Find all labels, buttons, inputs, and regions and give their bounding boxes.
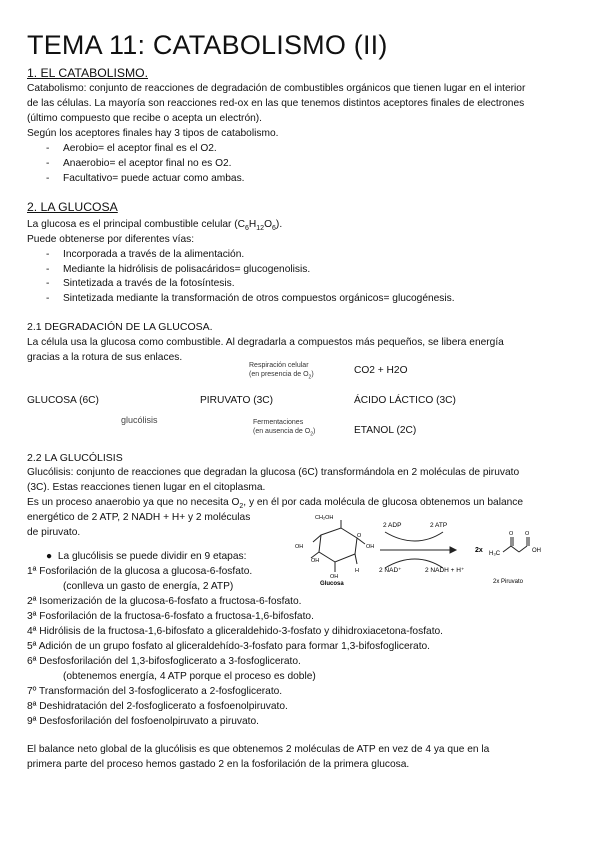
list-item: - Sintetizada a través de la fotosíntesis.: [46, 278, 235, 289]
piruvato-label: PIRUVATO (3C): [200, 395, 274, 406]
glucosa-label: GLUCOSA (6C): [27, 395, 99, 406]
glycolysis-figure: [285, 510, 555, 590]
s1-line-2: de las células. La mayoría son reacciones red-ox en las que tenemos distintos aceptores finales de electrones: [27, 98, 525, 109]
oh-label: OH: [366, 544, 375, 550]
step-1-note: (conlleva un gasto de energía, 2 ATP): [63, 581, 234, 592]
section-2-2-heading: 2.2 LA GLUCÓLISIS: [27, 452, 123, 464]
co2-h2o: CO2 + H2O: [354, 365, 408, 376]
reaction-arrows: [380, 532, 456, 568]
s2-line-1: La glucosa es el principal combustible celular $(C_6H_{12}O_6)$.: [27, 219, 283, 233]
glucolisis-label: glucólisis: [121, 415, 158, 425]
s21-line-2: gracias a la rotura de sus enlaces.: [27, 352, 183, 363]
page-title: TEMA 11: CATABOLISMO (II): [27, 30, 388, 60]
oh-label: OH: [311, 558, 320, 564]
h3c-label: H₃C: [489, 551, 501, 557]
step-7: 7º Transformación del 3-fosfoglicerato a 2-fosfoglicerato.: [27, 686, 283, 697]
ring-oxygen: O: [357, 533, 362, 539]
list-item: - Mediante la hidrólisis de polisacáridos= glucogenolisis.: [46, 264, 311, 275]
ketone-oxygen: O: [509, 531, 514, 537]
s1-line-1: Catabolismo: conjunto de reacciones de degradación de combustibles orgánicos que tienen lugar en el interior: [27, 83, 526, 94]
list-item: - Incorporada a través de la alimentación.: [46, 249, 245, 260]
s21-line-1: La célula usa la glucosa como combustible. Al degradarla a compuestos más pequeños, se libera energía: [27, 337, 504, 348]
final-line-1: El balance neto global de la glucólisis es que obtenemos 2 moléculas de ATP en vez de 4 ya que en la: [27, 744, 490, 755]
respiration-condition: (en presencia de $O_2$): [249, 371, 314, 381]
step-2: 2ª Isomerización de la glucosa-6-fosfato a fructosa-6-fosfato.: [27, 596, 302, 607]
final-line-2: primera parte del proceso hemos gastado 2 en la fosforilación de la primera glucosa.: [27, 759, 410, 770]
step-1: 1ª Fosforilación de la glucosa a glucosa-6-fosfato.: [27, 566, 253, 577]
adp-label: 2 ADP: [383, 522, 402, 529]
s22-line-4: energético de 2 ATP, 2 NADH + H+ y 2 moléculas: [27, 512, 251, 523]
list-item: - Aerobio= el aceptor final es el O2.: [46, 143, 217, 154]
step-3: 3ª Fosforilación de la fructosa-6-fosfato a fructosa-1,6-bifosfato.: [27, 611, 314, 622]
etanol-label: ETANOL (2C): [354, 425, 417, 436]
s22-line-5: de piruvato.: [27, 527, 81, 538]
fermentation-label: Fermentaciones: [253, 419, 304, 426]
section-2-1-heading: 2.1 DEGRADACIÓN DE LA GLUCOSA.: [27, 321, 213, 333]
pyruvate-structure: [503, 537, 529, 552]
step-5: 5ª Adición de un grupo fosfato al gliceraldehído-3-fosfato para formar 1,3-bifosfoglicerato.: [27, 641, 431, 652]
lactico-label: ÁCIDO LÁCTICO (3C): [354, 395, 456, 406]
s1-line-3: (último compuesto que recibe o acepta un electrón).: [27, 113, 263, 124]
ch2oh-label: CH₂OH: [315, 515, 334, 521]
step-6-note: (obtenemos energía, 4 ATP porque el proceso es doble): [63, 671, 316, 682]
pyruvate-caption: 2x Piruvato: [493, 579, 524, 585]
list-item: ● La glucólisis se puede dividir en 9 etapas:: [46, 551, 247, 562]
nadh-label: 2 NADH + H⁺: [425, 567, 465, 574]
h-label: H: [355, 568, 359, 574]
s1-line-4: Según los aceptores finales hay 3 tipos de catabolismo.: [27, 128, 279, 139]
step-8: 8ª Deshidratación del 2-fosfoglicerato a fosfoenolpiruvato.: [27, 701, 288, 712]
step-4: 4ª Hidrólisis de la fructosa-1,6-bifosfato a gliceraldehido-3-fosfato y dihidroxiacetona-fosfato.: [27, 626, 444, 637]
section-1-heading: 1. EL CATABOLISMO.: [27, 66, 149, 80]
list-item: - Facultativo= puede actuar como ambas.: [46, 173, 245, 184]
step-9: 9ª Desfosforilación del fosfoenolpiruvato a piruvato.: [27, 716, 259, 727]
s22-line-2: (3C). Estas reacciones tienen lugar en el citoplasma.: [27, 482, 266, 493]
carboxyl-oh: OH: [532, 548, 541, 554]
s22-line-1: Glucólisis: conjunto de reacciones que degradan la glucosa (6C) transformándola en 2 moléculas de piruvato: [27, 467, 520, 478]
nad-label: 2 NAD⁺: [379, 567, 402, 574]
s22-line-3: Es un proceso anaerobio ya que no necesita $O_2$, y en él por cada molécula de glucosa obtenemos un balance: [27, 497, 524, 511]
list-item: - Anaerobio= el aceptor final no es O2.: [46, 158, 232, 169]
respiration-label: Respiración celular: [249, 362, 309, 369]
glucose-caption: Glucosa: [320, 581, 344, 587]
step-6: 6ª Desfosforilación del 1,3-bifosfoglicerato a 3-fosfoglicerato.: [27, 656, 301, 667]
s2-line-2: Puede obtenerse por diferentes vías:: [27, 234, 195, 245]
oh-label: OH: [295, 544, 304, 550]
pyruvate-coefficient: 2x: [475, 547, 483, 554]
section-2-heading: 2. LA GLUCOSA: [27, 200, 118, 214]
glucose-structure: [311, 520, 365, 572]
atp-label: 2 ATP: [430, 522, 448, 529]
oh-label: OH: [330, 574, 339, 580]
list-item: - Sintetizada mediante la transformación de otros compuestos orgánicos= glucogénesis.: [46, 293, 455, 304]
fermentation-condition: (en ausencia de $O_2$): [253, 428, 316, 438]
carboxyl-oxygen: O: [525, 531, 530, 537]
